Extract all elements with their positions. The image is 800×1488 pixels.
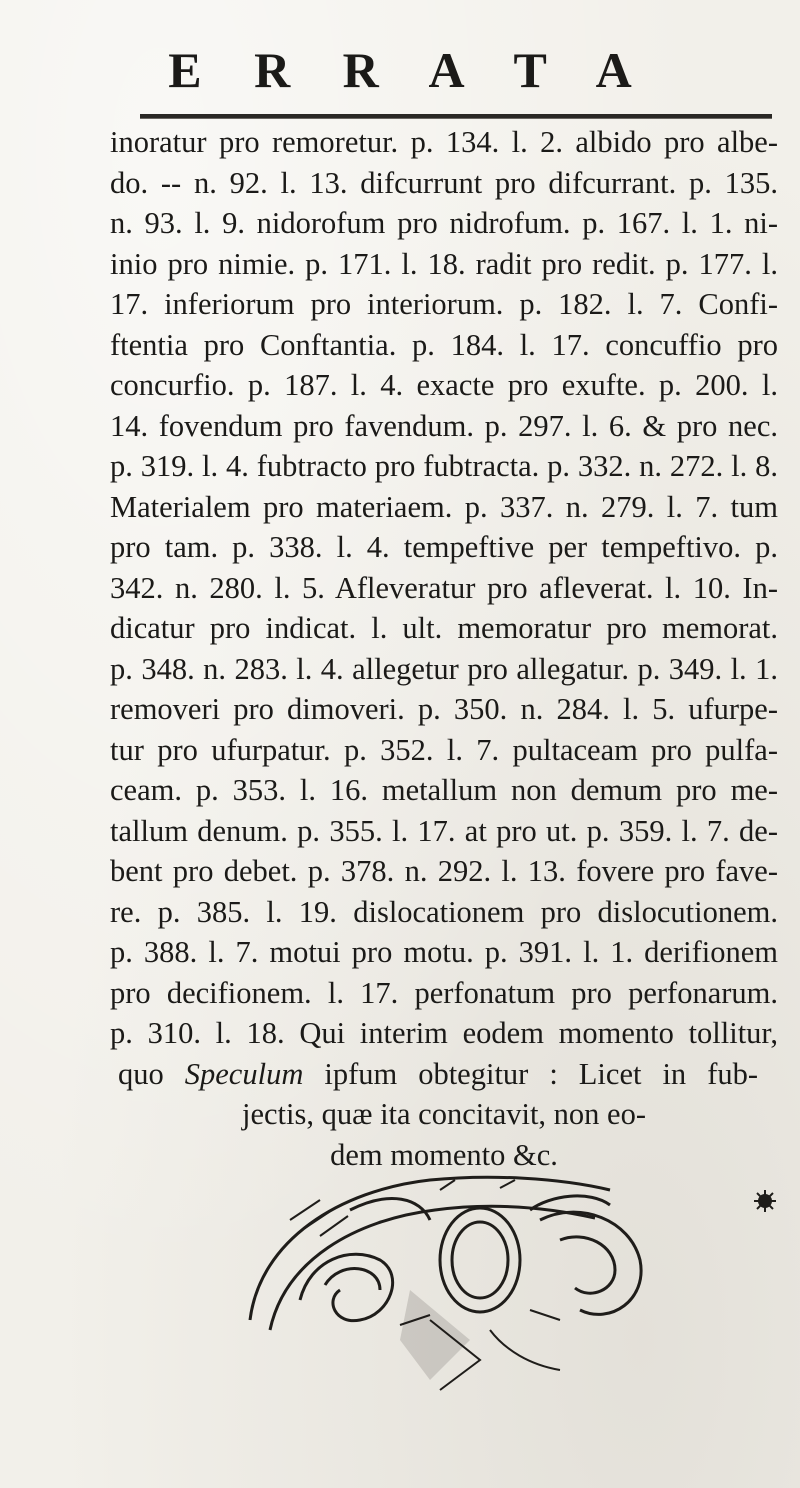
errata-line: n. 93. l. 9. nidorofum pro nidrofum. p. 167. l. 1. ni- [110, 206, 778, 240]
errata-line: p. 348. n. 283. l. 4. allegetur pro allegatur. p. 349. l. 1. [110, 651, 778, 686]
errata-line: tur pro ufurpatur. p. 352. l. 7. pultaceam pro pulfa- [110, 732, 778, 767]
errata-line-part: quo [118, 1056, 185, 1091]
errata-line: 342. n. 280. l. 5. Afleveratur pro afleverat. l. 10. In- [110, 570, 778, 605]
errata-line: do. -- n. 92. l. 13. difcurrunt pro difcurrant. p. 135. [110, 165, 778, 200]
heading-rule [140, 114, 772, 119]
errata-line: re. p. 385. l. 19. dislocationem pro dislocutionem. [110, 894, 778, 929]
errata-line: pro decifionem. l. 17. perfonatum pro perfonarum. [110, 975, 778, 1010]
errata-heading: E R R A T A [168, 42, 652, 98]
errata-line-part: ipfum obtegitur : Licet in fub- [303, 1056, 759, 1091]
errata-body [110, 122, 778, 1175]
errata-line: Materialem pro materiaem. p. 337. n. 279. l. 7. tum [110, 489, 778, 524]
errata-line [110, 1054, 778, 1095]
errata-line: inio pro nimie. p. 171. l. 18. radit pro redit. p. 177. l. [110, 246, 778, 281]
errata-line-italic: Speculum [184, 1056, 304, 1091]
ink-blot [752, 1188, 778, 1214]
errata-line: p. 388. l. 7. motui pro motu. p. 391. l. 1. derifionem [110, 935, 778, 969]
errata-line: dicatur pro indicat. l. ult. memoratur pro memorat. [110, 611, 778, 645]
errata-line: concurfio. p. 187. l. 4. exacte pro exufte. p. 200. l. [110, 368, 778, 402]
errata-line: ceam. p. 353. l. 16. metallum non demum pro me- [110, 773, 778, 807]
errata-line: ftentia pro Conftantia. p. 184. l. 17. concuffio pro [110, 327, 778, 362]
errata-line: 17. inferiorum pro interiorum. p. 182. l. 7. Confi- [110, 287, 778, 321]
errata-line: removeri pro dimoveri. p. 350. n. 284. l. 5. ufurpe- [110, 692, 778, 726]
errata-line: 14. fovendum pro favendum. p. 297. l. 6. & pro nec. [110, 408, 778, 443]
errata-line: bent pro debet. p. 378. n. 292. l. 13. fovere pro fave- [110, 854, 778, 888]
errata-line: p. 310. l. 18. Qui interim eodem momento tollitur, [110, 1016, 778, 1050]
errata-line: dem momento &c. [330, 1137, 558, 1172]
errata-line: jectis, quæ ita concitavit, non eo- [241, 1097, 647, 1131]
errata-line: inoratur pro remoretur. p. 134. l. 2. albido pro albe- [110, 125, 778, 159]
errata-line: pro tam. p. 338. l. 4. tempeftive per tempeftivo. p. [110, 530, 778, 564]
woodcut-ornament [230, 1150, 750, 1400]
errata-line: p. 319. l. 4. fubtracto pro fubtracta. p. 332. n. 272. l. 8. [110, 449, 778, 483]
errata-line: tallum denum. p. 355. l. 17. at pro ut. p. 359. l. 7. de- [110, 813, 778, 848]
